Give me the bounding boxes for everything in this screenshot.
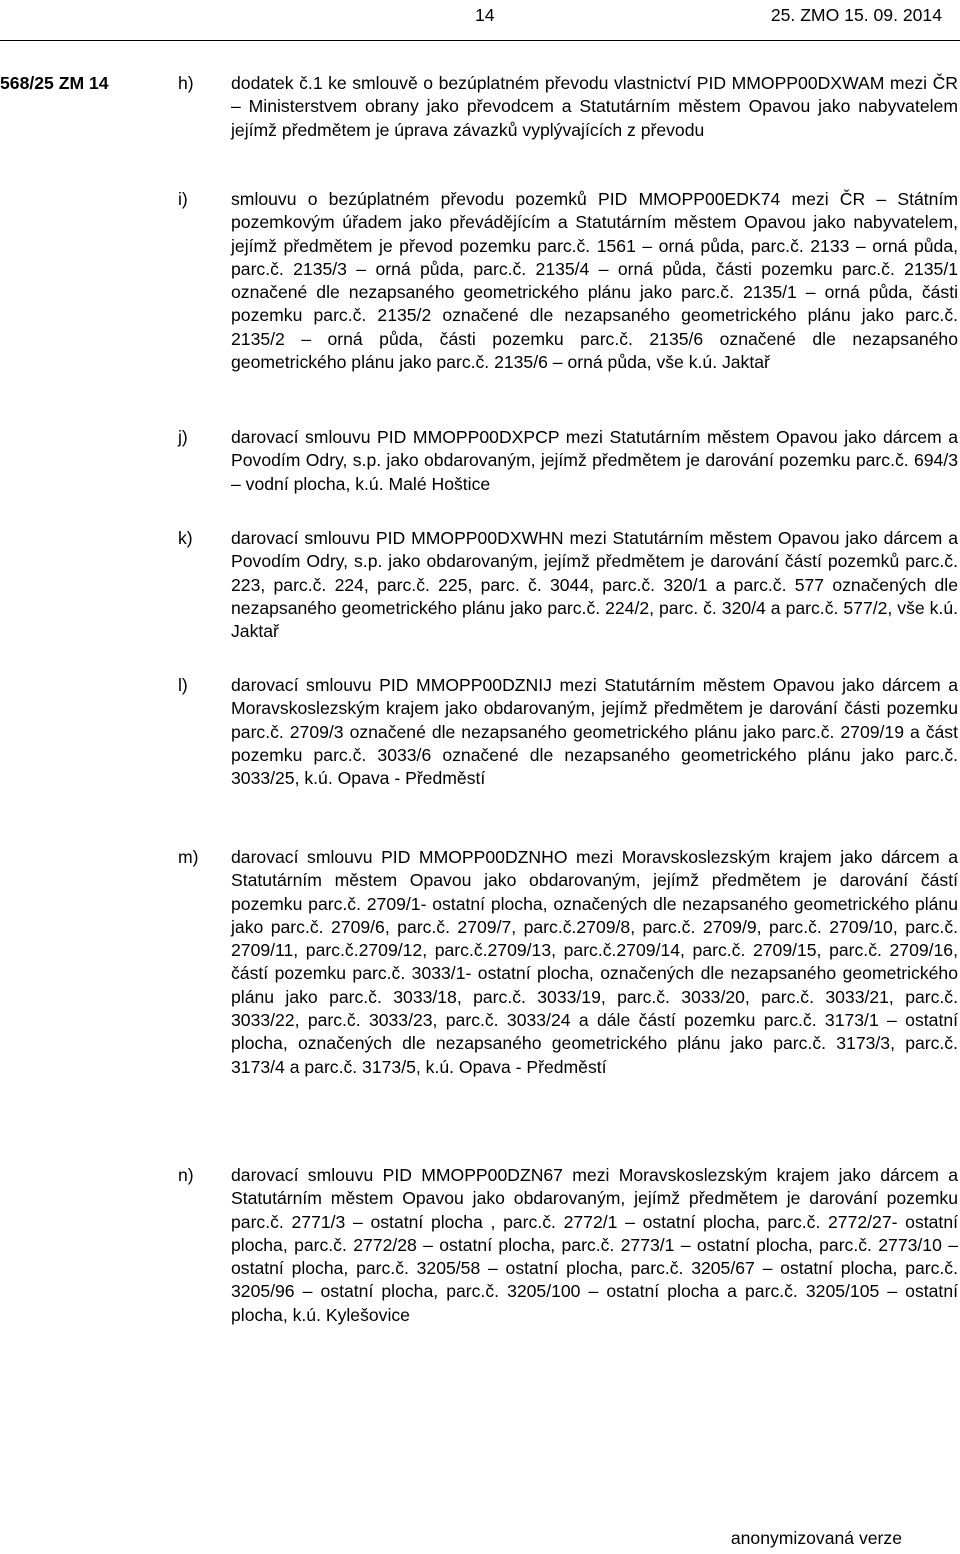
item-letter: j)	[178, 427, 188, 447]
item-letter: n)	[178, 1165, 194, 1185]
item-text: darovací smlouvu PID MMOPP00DXWHN mezi Statutárním městem Opavou jako dárcem a Povodím Odry, s.p. jako obdarovaným, jejímž předmětem je darování částí pozemků parc.č. 223, parc.č. 224, parc.č. 225, parc. č. 3044, parc.č. 320/1 a parc.č. 577 označených dle nezapsaného geometrického plánu jako parc.č. 224/2, parc. č. 320/4 a parc.č. 577/2, vše k.ú. Jaktař	[231, 528, 958, 642]
item-letter: k)	[178, 528, 193, 548]
resolution-number: 568/25 ZM 14	[0, 73, 109, 93]
header-rule	[0, 40, 960, 41]
page-number: 14	[475, 5, 495, 25]
item-letter: h)	[178, 73, 194, 93]
item-letter: i)	[178, 189, 188, 209]
item-text: smlouvu o bezúplatném převodu pozemků PID MMOPP00EDK74 mezi ČR – Státním pozemkovým úřadem jako převádějícím a Statutárním městem Opavou jako nabyvatelem, jejímž předmětem je převod pozemku parc.č. 1561 – orná půda, parc.č. 2133 – orná půda, parc.č. 2135/3 – orná půda, parc.č. 2135/4 – orná půda, části pozemku parc.č. 2135/1 označené dle nezapsaného geometrického plánu jako parc.č. 2135/1 – orná půda, části pozemku parc.č. 2135/2 označené dle nezapsaného geometrického plánu jako parc.č. 2135/2 – orná půda, části pozemku parc.č. 2135/6 označené dle nezapsaného geometrického plánu jako parc.č. 2135/6 – orná půda, vše k.ú. Jaktař	[231, 189, 958, 373]
anonymization-note: anonymizovaná verze	[730, 1528, 902, 1548]
item-text: darovací smlouvu PID MMOPP00DZN67 mezi Moravskoslezským krajem jako dárcem a Statutárním městem Opavou jako obdarovaným, jejímž předmětem je darování pozemku parc.č. 2771/3 – ostatní plocha , parc.č. 2772/1 – ostatní plocha, parc.č. 2772/27- ostatní plocha, parc.č. 2772/28 – ostatní plocha, parc.č. 2773/1 – ostatní plocha, parc.č. 2773/10 – ostatní plocha, parc.č. 3205/58 – ostatní plocha, parc.č. 3205/67 – ostatní plocha, parc.č. 3205/96 – ostatní plocha, parc.č. 3205/100 – ostatní plocha a parc.č. 3205/105 – ostatní plocha, k.ú. Kylešovice	[231, 1165, 958, 1325]
meeting-label: 25. ZMO 15. 09. 2014	[770, 5, 942, 25]
item-letter: l)	[178, 675, 188, 695]
item-text: darovací smlouvu PID MMOPP00DXPCP mezi Statutárním městem Opavou jako dárcem a Povodím Odry, s.p. jako obdarovaným, jejímž předmětem je darování pozemku parc.č. 694/3 – vodní plocha, k.ú. Malé Hoštice	[231, 427, 958, 494]
item-text: darovací smlouvu PID MMOPP00DZNIJ mezi Statutárním městem Opavou jako dárcem a Moravskoslezským krajem jako obdarovaným, jejímž předmětem je darování části pozemku parc.č. 2709/3 označené dle nezapsaného geometrického plánu jako parc.č. 2709/19 a část pozemku parc.č. 3033/6 označené dle nezapsaného geometrického plánu jako parc.č. 3033/25, k.ú. Opava - Předměstí	[231, 675, 958, 789]
item-letter: m)	[178, 847, 199, 867]
item-text: dodatek č.1 ke smlouvě o bezúplatném převodu vlastnictví PID MMOPP00DXWAM mezi ČR – Ministerstvem obrany jako převodcem a Statutárním městem Opavou jako nabyvatelem jejímž předmětem je úprava závazků vyplývajících z převodu	[231, 73, 958, 140]
item-text: darovací smlouvu PID MMOPP00DZNHO mezi Moravskoslezským krajem jako dárcem a Statutárním městem Opavou jako obdarovaným, jejímž předmětem je darování částí pozemku parc.č. 2709/1- ostatní plocha, označených dle nezapsaného geometrického plánu jako parc.č. 2709/6, parc.č. 2709/7, parc.č.2709/8, parc.č. 2709/9, parc.č. 2709/10, parc.č. 2709/11, parc.č.2709/12, parc.č.2709/13, parc.č.2709/14, parc.č. 2709/15, parc.č. 2709/16, částí pozemku parc.č. 3033/1- ostatní plocha, označených dle nezapsaného geometrického plánu jako parc.č. 3033/18, parc.č. 3033/19, parc.č. 3033/20, parc.č. 3033/21, parc.č. 3033/22, parc.č. 3033/23, parc.č. 3033/24 a dále částí pozemku parc.č. 3173/1 – ostatní plocha, označených dle nezapsaného geometrického plánu jako parc.č. 3173/3, parc.č. 3173/4 a parc.č. 3173/5, k.ú. Opava - Předměstí	[231, 847, 958, 1077]
